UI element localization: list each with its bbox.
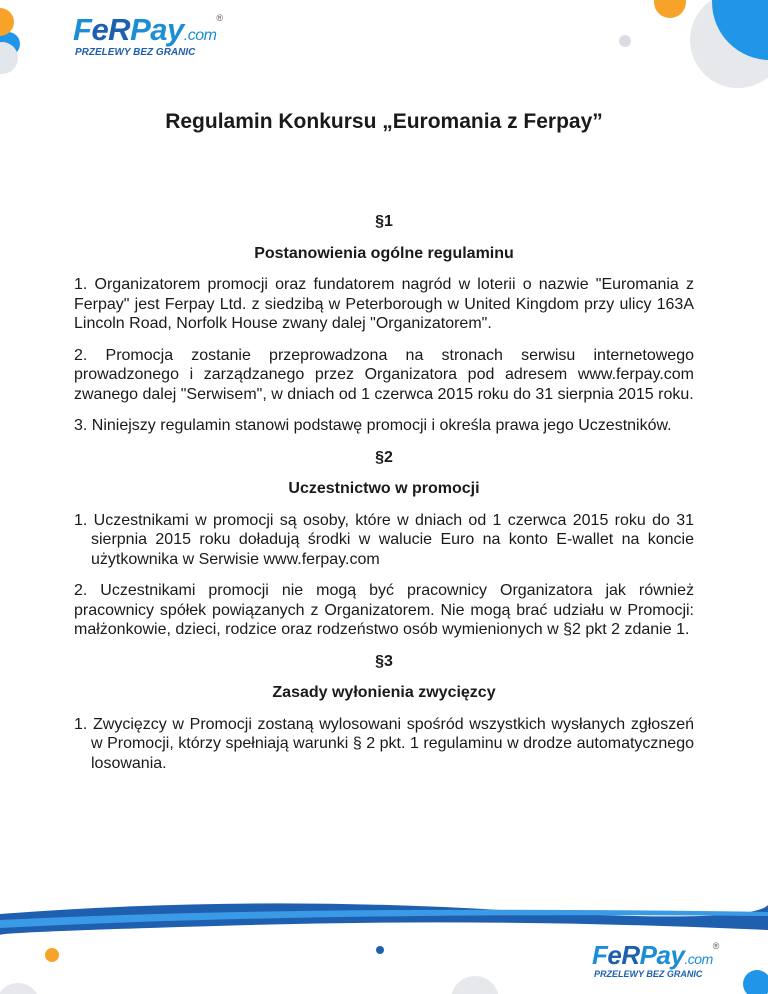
deco-bottom-wave-light: [0, 910, 768, 928]
section-3-number: §3: [375, 652, 393, 670]
section-3-paragraph-1: 1. Zwycięzcy w Promocji zostaną wylosowani spośród wszystkich wysłanych zgłoszeń w Promocji, którzy spełniają warunki § 2 pkt. 1 regulaminu w drodze automatycznego losowania.: [74, 715, 694, 772]
section-3-heading: Zasady wyłonienia zwycięzcy: [272, 684, 496, 701]
deco-blue-circle-top-right: [712, 0, 768, 60]
document-title: Regulamin Konkursu „Euromania z Ferpay”: [165, 110, 603, 133]
section-2-paragraph-1: 1. Uczestnikami w promocji są osoby, które w dniach od 1 czerwca 2015 roku do 31 sierpnia 2015 roku doładują środki w walucie Euro na konto E-wallet na koncie użytkownika w Serwisie www.ferpay.com: [74, 511, 694, 568]
section-1-paragraph-1: 1. Organizatorem promocji oraz fundatorem nagród w loterii o nazwie "Euromania z Ferpay" jest Ferpay Ltd. z siedzibą w Peterborough w United Kingdom przy ulicy 163A Lincoln Road, Norfolk House zwany dalej "Organizatorem".: [74, 276, 694, 332]
deco-blue-dot-bottom: [376, 946, 384, 954]
logo-tagline: PRZELEWY BEZ GRANIC: [75, 47, 196, 58]
section-1-heading: Postanowienia ogólne regulaminu: [254, 244, 514, 262]
section-1-paragraph-2: 2. Promocja zostanie przeprowadzona na stronach serwisu internetowego prowadzonego i zarządzanego przez Organizatora pod adresem www.ferpay.com zwanego dalej "Serwisem", w dniach od 1 czerwca 2015 roku do 31 sierpnia 2015 roku.: [74, 346, 694, 403]
document-body: [74, 212, 694, 785]
section-2-number: §2: [375, 448, 393, 466]
section-2-heading: Uczestnictwo w promocji: [288, 480, 480, 497]
deco-orange-circle-top-left: [0, 8, 14, 36]
footer-logo: [592, 942, 719, 979]
footer-logo-wordmark: FeRPay.com®: [592, 940, 719, 970]
deco-blue-circle-bottom-right: [743, 970, 768, 994]
deco-grey-circle-bottom-left: [0, 983, 40, 994]
deco-orange-circle-top-right: [654, 0, 686, 18]
section-1-number: §1: [375, 213, 393, 230]
deco-grey-circle-top-left: [0, 42, 18, 74]
section-2-paragraph-2: 2. Uczestnikami promocji nie mogą być pracownicy Organizatora jak również pracownicy spółek powiązanych z Organizatorem. Nie mogą brać udziału w Promocji: małżonkowie, dzieci, rodzice oraz rodzeństwo osób wymienionych w §2 pkt 2 zdanie 1.: [74, 582, 694, 638]
deco-orange-dot-bottom: [45, 948, 59, 962]
section-1-paragraph-3: 3. Niniejszy regulamin stanowi podstawę promocji i określa prawa jego Uczestników.: [74, 417, 672, 434]
logo-wordmark: FeRPay.com®: [73, 12, 223, 47]
deco-bottom-wave: [0, 903, 768, 935]
deco-grey-circle-bottom-mid: [451, 976, 499, 994]
deco-grey-circle-top-right: [690, 0, 768, 88]
footer-logo-tagline: PRZELEWY BEZ GRANIC: [594, 969, 703, 979]
deco-blue-circle-top-left: [0, 32, 20, 56]
header-logo: [73, 14, 223, 58]
deco-small-grey-dot-top-right: [619, 35, 631, 47]
